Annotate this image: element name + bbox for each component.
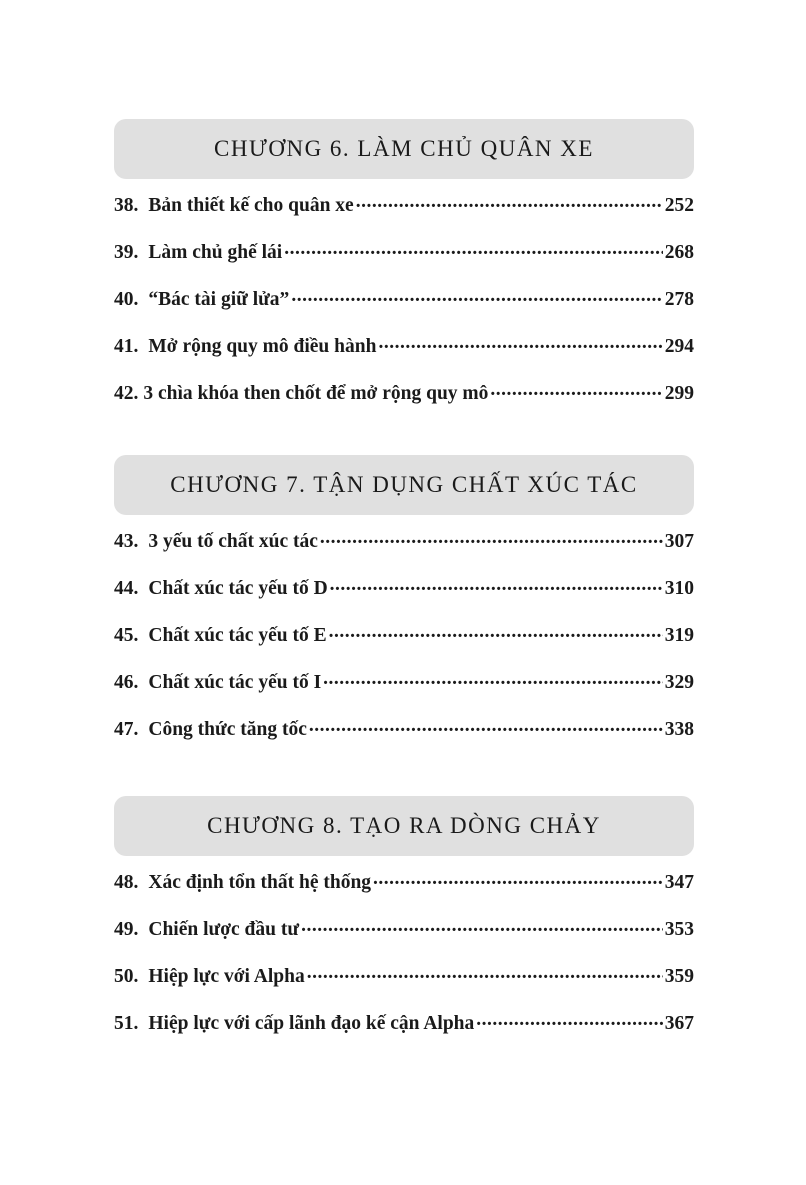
- dot-leader: [301, 915, 663, 935]
- dot-leader: [330, 574, 663, 594]
- toc-entry[interactable]: [114, 332, 694, 379]
- entry-page-number: 294: [664, 335, 694, 357]
- entry-number: 48.: [114, 871, 139, 893]
- entry-title: Mở rộng quy mô điều hành: [148, 335, 377, 357]
- entry-number: 42.: [114, 382, 139, 404]
- entry-number: 49.: [114, 918, 139, 940]
- entry-number: 40.: [114, 288, 139, 310]
- toc-entry-list: [114, 527, 694, 762]
- entry-page-number: 319: [664, 624, 694, 646]
- entry-title: Chất xúc tác yếu tố E: [148, 624, 327, 646]
- entry-title: Công thức tăng tốc: [148, 718, 307, 740]
- toc-entry[interactable]: [114, 962, 694, 1009]
- entry-page-number: 367: [664, 1012, 694, 1034]
- entry-page-number: 359: [664, 965, 694, 987]
- toc-entry[interactable]: [114, 915, 694, 962]
- toc-entry[interactable]: [114, 1009, 694, 1056]
- entry-page-number: 278: [664, 288, 694, 310]
- entry-title: Xác định tổn thất hệ thống: [148, 871, 372, 893]
- entry-page-number: 353: [664, 918, 694, 940]
- dot-leader: [373, 868, 663, 888]
- toc-entry-list: [114, 868, 694, 1056]
- entry-page-number: 299: [664, 382, 694, 404]
- entry-number: 44.: [114, 577, 139, 599]
- toc-entry[interactable]: [114, 868, 694, 915]
- toc-entry[interactable]: [114, 527, 694, 574]
- chapter-section: [114, 455, 694, 762]
- chapter-heading: CHƯƠNG 6. LÀM CHỦ QUÂN XE: [114, 119, 694, 179]
- entry-number: 46.: [114, 671, 139, 693]
- chapter-section: [114, 119, 694, 426]
- entry-title: 3 yếu tố chất xúc tác: [148, 530, 318, 552]
- toc-entry[interactable]: [114, 621, 694, 668]
- toc-entry[interactable]: [114, 285, 694, 332]
- chapter-heading: CHƯƠNG 7. TẬN DỤNG CHẤT XÚC TÁC: [114, 455, 694, 515]
- toc-entry[interactable]: [114, 574, 694, 621]
- entry-title: “Bác tài giữ lửa”: [148, 288, 290, 310]
- entry-number: 38.: [114, 194, 139, 216]
- entry-page-number: 307: [664, 530, 694, 552]
- dot-leader: [378, 332, 662, 352]
- dot-leader: [307, 962, 663, 982]
- dot-leader: [291, 285, 662, 305]
- chapter-heading: CHƯƠNG 8. TẠO RA DÒNG CHẢY: [114, 796, 694, 856]
- entry-page-number: 347: [664, 871, 694, 893]
- entry-title: Làm chủ ghế lái: [148, 241, 283, 263]
- entry-title: 3 chìa khóa then chốt để mở rộng quy mô: [143, 382, 489, 404]
- entry-page-number: 268: [664, 241, 694, 263]
- entry-number: 51.: [114, 1012, 139, 1034]
- dot-leader: [320, 527, 663, 547]
- entry-number: 50.: [114, 965, 139, 987]
- dot-leader: [476, 1009, 662, 1029]
- entry-number: 41.: [114, 335, 139, 357]
- entry-page-number: 338: [664, 718, 694, 740]
- dot-leader: [356, 191, 663, 211]
- entry-page-number: 252: [664, 194, 694, 216]
- dot-leader: [490, 379, 662, 399]
- entry-number: 45.: [114, 624, 139, 646]
- toc-entry[interactable]: [114, 668, 694, 715]
- entry-title: Chất xúc tác yếu tố I: [148, 671, 322, 693]
- entry-number: 39.: [114, 241, 139, 263]
- toc-entry[interactable]: [114, 238, 694, 285]
- toc-entry[interactable]: [114, 379, 694, 426]
- entry-title: Hiệp lực với Alpha: [148, 965, 305, 987]
- entry-title: Chất xúc tác yếu tố D: [148, 577, 328, 599]
- toc-entry[interactable]: [114, 715, 694, 762]
- entry-page-number: 310: [664, 577, 694, 599]
- entry-title: Chiến lược đầu tư: [148, 918, 300, 940]
- chapter-section: [114, 796, 694, 1056]
- toc-entry[interactable]: [114, 191, 694, 238]
- toc-entry-list: [114, 191, 694, 426]
- entry-number: 47.: [114, 718, 139, 740]
- entry-number: 43.: [114, 530, 139, 552]
- dot-leader: [323, 668, 663, 688]
- dot-leader: [329, 621, 663, 641]
- entry-title: Hiệp lực với cấp lãnh đạo kế cận Alpha: [148, 1012, 475, 1034]
- dot-leader: [284, 238, 663, 258]
- entry-page-number: 329: [664, 671, 694, 693]
- dot-leader: [309, 715, 663, 735]
- entry-title: Bản thiết kế cho quân xe: [148, 194, 354, 216]
